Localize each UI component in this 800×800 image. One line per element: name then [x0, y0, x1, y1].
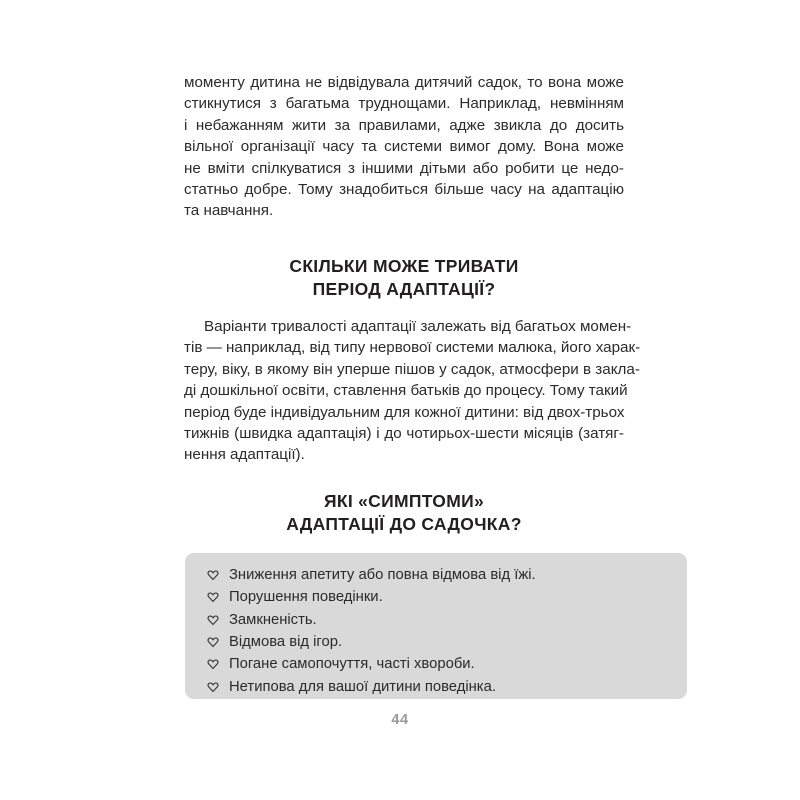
- text-line: тів — наприклад, від типу нервової системи малюка, його харак-: [184, 339, 641, 357]
- text-line: Варіанти тривалості адаптації залежать від багатьох момен-: [204, 318, 632, 335]
- text-line: тижнів (швидка адаптація) і до чотирьох-шести місяців (затяг-: [184, 425, 624, 443]
- section-heading-symptoms: [184, 490, 624, 536]
- intro-paragraph: [184, 72, 624, 222]
- list-item: [207, 564, 687, 586]
- text-line: період буде індивідуальним для кожної дитини: від двох-трьох: [184, 403, 625, 421]
- symptom-text: Зниження апетиту або повна відмова від їжі.: [229, 567, 536, 584]
- list-item: [207, 609, 687, 631]
- symptom-text: Погане самопочуття, часті хвороби.: [229, 656, 475, 673]
- text-line: статньо добре. Тому знадобиться більше часу на адаптацію: [184, 181, 624, 199]
- duration-paragraph: [184, 316, 641, 466]
- heading-line: ПЕРІОД АДАПТАЦІЇ?: [312, 279, 496, 299]
- list-item: [207, 675, 687, 697]
- heart-outline-icon: [207, 569, 219, 581]
- heading-line: СКІЛЬКИ МОЖЕ ТРИВАТИ: [289, 256, 519, 276]
- symptom-text: Замкненість.: [229, 611, 317, 628]
- heart-outline-icon: [207, 681, 219, 693]
- heading-line: АДАПТАЦІЇ ДО САДОЧКА?: [286, 514, 522, 534]
- text-line: теру, віку, в якому він уперше пішов у садок, атмосфери в закла-: [184, 360, 640, 378]
- heart-outline-icon: [207, 658, 219, 670]
- text-line: вільної організації часу та системи вимог дому. Вона може: [184, 138, 624, 156]
- text-line: нення адаптації).: [184, 446, 305, 464]
- list-item: [207, 653, 687, 675]
- symptom-text: Порушення поведінки.: [229, 589, 383, 606]
- list-item: [207, 586, 687, 608]
- text-line: та навчання.: [184, 202, 274, 220]
- text-line: не вміти спілкуватися з іншими дітьми або робити це недо-: [184, 159, 624, 177]
- symptoms-list: [207, 564, 687, 698]
- symptom-text: Нетипова для вашої дитини поведінка.: [229, 678, 496, 695]
- text-line: ді дошкільної освіти, ставлення батьків до процесу. Тому такий: [184, 382, 628, 400]
- heart-outline-icon: [207, 636, 219, 648]
- page-number: 44: [391, 712, 409, 728]
- heading-line: ЯКІ «СИМПТОМИ»: [323, 491, 485, 511]
- symptoms-box: [185, 553, 687, 699]
- list-item: [207, 631, 687, 653]
- heart-outline-icon: [207, 614, 219, 626]
- heart-outline-icon: [207, 591, 219, 603]
- symptom-text: Відмова від ігор.: [229, 634, 343, 651]
- text-line: стикнутися з багатьма труднощами. Наприклад, невмінням: [184, 95, 624, 113]
- text-line: моменту дитина не відвідувала дитячий садок, то вона може: [184, 74, 624, 91]
- section-heading-duration: [184, 255, 624, 301]
- text-line: і небажанням жити за правилами, адже звикла до досить: [184, 116, 624, 134]
